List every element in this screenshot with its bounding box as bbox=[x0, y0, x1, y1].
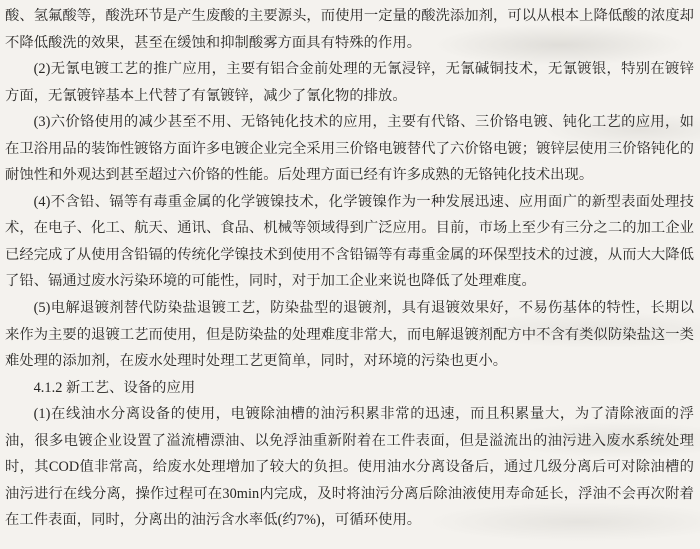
paragraph-lead-cadmium-free-nickel: (4)不含铅、镉等有毒重金属的化学镀镍技术，化学镀镍作为一种发展迅速、应用面广的新型表面处理技术，在电子、化工、航天、通讯、食品、机械等领域得到广泛应用。目前，市场上至少有三分之二的加工企业已经完成了从使用含铅镉的传统化学镍技术到使用不含铅镉等有毒重金属的环保型技术的过渡，从而大大降低了铅、镉通过废水污染环境的可能性，同时，对于加工企业来说也降低了处理难度。 bbox=[5, 193, 694, 290]
paragraph-oil-water-separation: (1)在线油水分离设备的使用，电镀除油槽的油污积累非常的迅速，而且积累量大，为了清除液面的浮油，很多电镀企业设置了溢流槽漂油、以免浮油重新附着在工件表面，但是溢流出的油污进入废水系统处理时，其COD值非常高，给废水处理增加了较大的负担。使用油水分离设备后，通过几级分离后可对除油槽的油污进行在线分离，操作过程可在30min内完成，及时将油污分离后除油液使用寿命延长，浮油不会再次附着在工件表面，同时，分离出的油污含水率低(约7%)，可循环使用。 bbox=[5, 406, 694, 529]
section-heading: 4.1.2 新工艺、设备的应用 bbox=[33, 379, 196, 396]
paragraph-cyanide-free-plating: (2)无氰电镀工艺的推广应用，主要有铝合金前处理的无氰浸锌，无氰碱铜技术，无氰镀银，特别在镀锌方面，无氰镀锌基本上代替了有氰镀锌，减少了氰化物的排放。 bbox=[5, 61, 694, 104]
paragraph-hexavalent-chromium: (3)六价铬使用的减少甚至不用、无铬钝化技术的应用，主要有代铬、三价铬电镀、钝化工艺的应用，如在卫浴用品的装饰性镀铬方面许多电镀企业完全采用三价铬电镀替代了六价铬电镀；镀锌层使用三价铬钝化的耐蚀性和外观达到甚至超过六价铬的性能。后处理方面已经有许多成熟的无铬钝化技术出现。 bbox=[5, 114, 694, 184]
paragraph-electrolytic-stripping: (5)电解退镀剂替代防染盐退镀工艺，防染盐型的退镀剂，具有退镀效果好，不易伤基体的特性，长期以来作为主要的退镀工艺而使用，但是防染盐的处理难度非常大，而电解退镀剂配方中不含有类似防染盐这一类难处理的添加剂，在废水处理时处理工艺更简单，同时，对环境的污染也更小。 bbox=[5, 300, 694, 370]
paragraph-acid-wash-continuation: 酸、氢氟酸等，酸洗环节是产生废酸的主要源头，而使用一定量的酸洗添加剂，可以从根本上降低酸的浓度却不降低酸洗的效果，甚至在缓蚀和抑制酸雾方面具有特殊的作用。 bbox=[5, 8, 694, 51]
